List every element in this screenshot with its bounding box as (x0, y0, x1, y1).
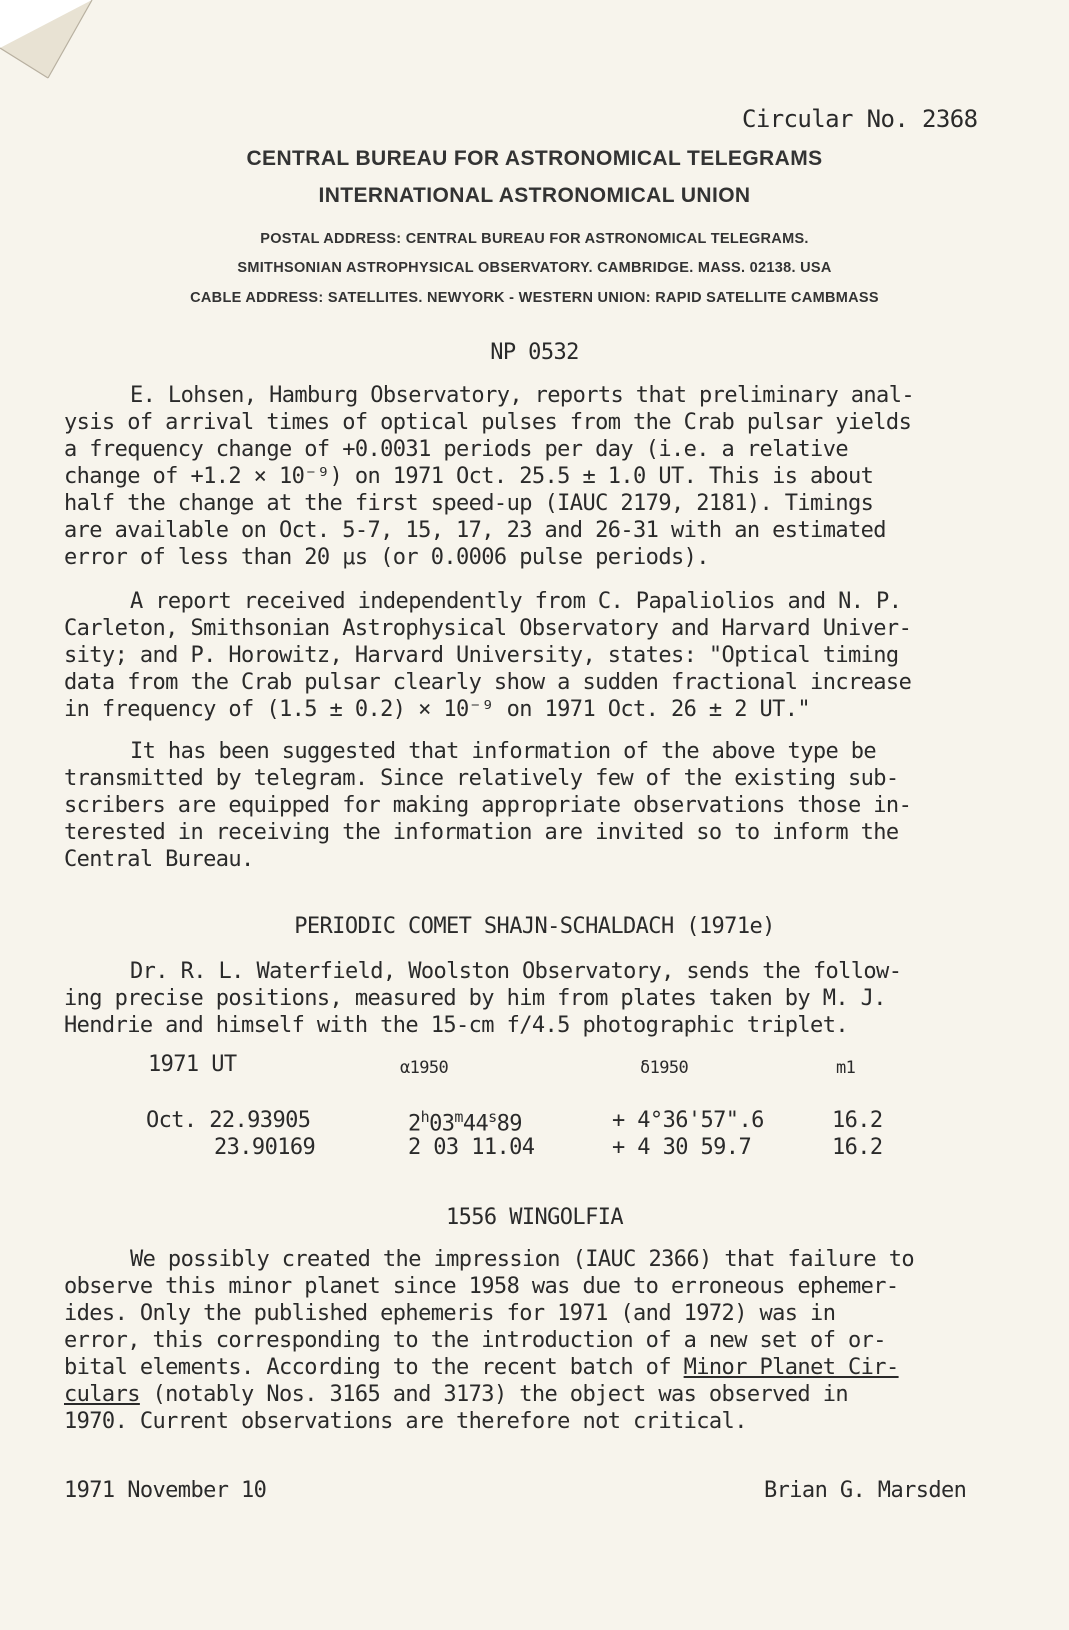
comet-title: PERIODIC COMET SHAJN-SCHALDACH (1971e) (294, 914, 775, 939)
table-row-2-time: 23.90169 (214, 1135, 316, 1160)
table-header-ra: α1950 (400, 1058, 449, 1078)
table-row-1-time: Oct. 22.93905 (146, 1108, 311, 1133)
folded-corner (0, 0, 110, 90)
np0532-paragraph-1: E. Lohsen, Hamburg Observatory, reports that preliminary anal- ysis of arrival times of optical pulses from the Crab pulsar yields a frequency change of +0.0031 periods per day (i.e. a relative change of +1.2 × 10⁻⁹) on 1971 Oct. 25.5 ± 1.0 UT. This is about half the change at the first speed-up (IAUC 2179, 2181). Timings are available on Oct. 5-7, 15, 17, 23 and 26-31 with an estimated error of less than 20 μs (or 0.0006 pulse periods). (64, 383, 914, 570)
postal-address-line-2: SMITHSONIAN ASTROPHYSICAL OBSERVATORY. CAMBRIDGE. MASS. 02138. USA (237, 260, 832, 276)
np0532-paragraph-3: It has been suggested that information of the above type be transmitted by telegram. Since relatively few of the existing sub- scribers are equipped for making appropriate observations those in- terested in receiving the information are invited so to inform the Central Bureau. (64, 739, 912, 872)
postal-address-line-1: POSTAL ADDRESS: CENTRAL BUREAU FOR ASTRONOMICAL TELEGRAMS. (260, 231, 809, 247)
signature: Brian G. Marsden (764, 1478, 967, 1503)
np0532-paragraph-2: A report received independently from C. Papaliolios and N. P. Carleton, Smithsonian Astrophysical Observatory and Harvard Univer- sity; and P. Horowitz, Harvard University, states: "Optical timing data from the Crab pulsar clearly show a sudden fractional increase in frequency of (1.5 ± 0.2) × 10⁻⁹ on 1971 Oct. 26 ± 2 UT." (64, 589, 912, 722)
minor-planet-circulars-ref: Minor Planet Cir- culars (64, 1355, 899, 1407)
table-row-2-dec: + 4 30 59.7 (612, 1135, 752, 1160)
union-heading: INTERNATIONAL ASTRONOMICAL UNION (318, 184, 751, 207)
table-row-1-dec: + 4°36'57".6 (612, 1108, 764, 1133)
circular-number: Circular No. 2368 (742, 105, 978, 133)
table-header-dec: δ1950 (640, 1058, 689, 1078)
bureau-heading: CENTRAL BUREAU FOR ASTRONOMICAL TELEGRAMS (246, 147, 823, 170)
table-row-1-ra: 2$^h$03$^m$44$^s$89 (408, 1108, 522, 1137)
table-row-1-mag: 16.2 (832, 1108, 883, 1133)
wingolfia-title: 1556 WINGOLFIA (445, 1205, 624, 1230)
cable-address: CABLE ADDRESS: SATELLITES. NEWYORK - WESTERN UNION: RAPID SATELLITE CAMBMASS (190, 290, 879, 306)
comet-paragraph: Dr. R. L. Waterfield, Woolston Observatory, sends the follow- ing precise positions, measured by him from plates taken by M. J. Hendrie and himself with the 15-cm f/4.5 photographic triplet. (64, 959, 902, 1038)
table-row-2-mag: 16.2 (832, 1135, 883, 1160)
circular-date: 1971 November 10 (64, 1478, 267, 1503)
table-header-mag: m1 (836, 1058, 856, 1078)
wingolfia-paragraph: We possibly created the impression (IAUC 2366) that failure to observe this minor planet since 1958 was due to erroneous ephemer- ides. Only the published ephemeris for 1971 (and 1972) was in error, this corresponding to the introduction of a new set of or- bital elements. According to the recent batch of Minor Planet Cir- culars (notably Nos. 3165 and 3173) the object was observed in 1970. Current observations are therefore not critical. (64, 1247, 914, 1434)
np0532-title: NP 0532 (490, 340, 579, 365)
table-header-time: 1971 UT (148, 1052, 237, 1077)
table-row-2-ra: 2 03 11.04 (408, 1135, 535, 1160)
